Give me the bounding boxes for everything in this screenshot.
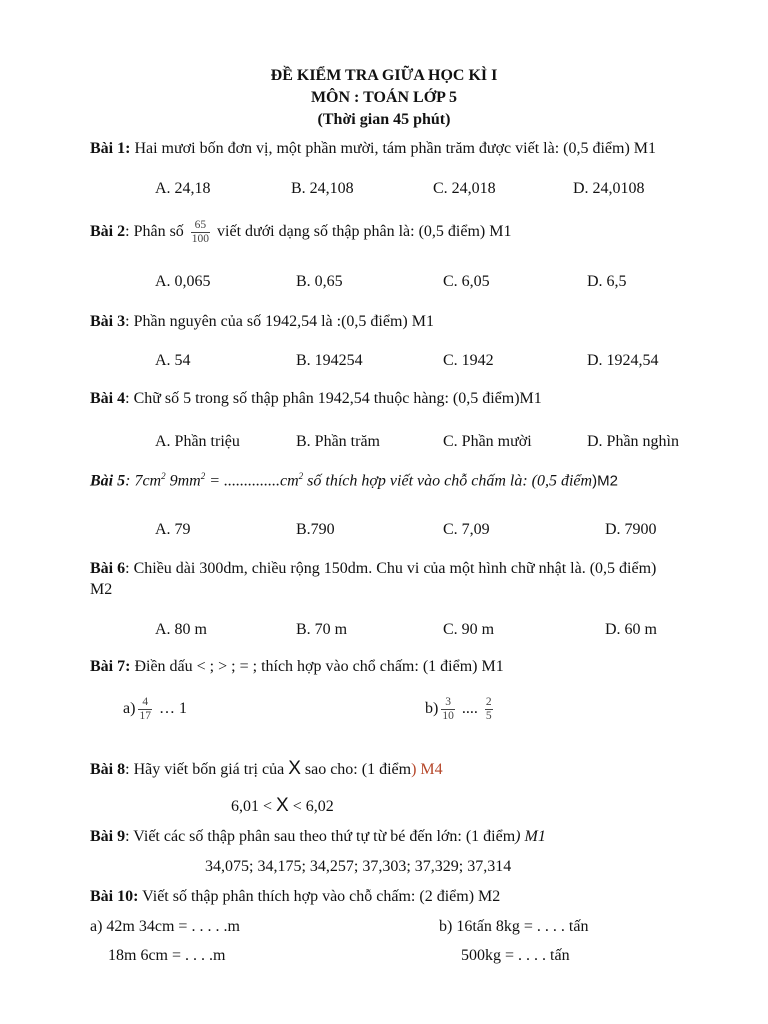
- fraction: [441, 696, 455, 723]
- q10-part-b-line1: b) 16tấn 8kg = . . . . tấn: [439, 918, 589, 935]
- q6-option-a: A. 80 m: [155, 621, 207, 638]
- comparison-text: ....: [457, 700, 482, 718]
- q1-option-c: C. 24,018: [433, 180, 496, 197]
- fraction-numerator: 2: [485, 696, 492, 708]
- fraction-denominator: 5: [485, 710, 492, 722]
- question-text: : Hãy viết bốn giá trị của: [125, 761, 289, 778]
- question-label: Bài 6: [90, 560, 126, 577]
- fraction-numerator: 4: [142, 696, 149, 708]
- q9-numbers: 34,075; 34,175; 34,257; 37,303; 37,329; 37,314: [205, 858, 512, 875]
- question-10: [90, 888, 500, 906]
- question-label: Bài 7:: [90, 658, 131, 675]
- exponent: 2: [200, 471, 206, 481]
- question-text: số thích hợp viết vào chỗ chấm là: (0,5 điểm: [303, 472, 593, 490]
- question-text: viết dưới dạng số thập phân là: (0,5 điểm) M1: [213, 223, 512, 241]
- difficulty-level: ) M4: [411, 761, 443, 778]
- question-label: Bài 2: [90, 223, 126, 241]
- q4-option-b: B. Phần trăm: [296, 433, 380, 450]
- question-text: : Chiều dài 300dm, chiều rộng 150dm. Chu vi của một hình chữ nhật là. (0,5 điểm): [125, 560, 657, 577]
- part-label: a): [123, 700, 136, 718]
- fraction-denominator: 100: [191, 233, 210, 245]
- q6-option-b: B. 70 m: [296, 621, 348, 638]
- question-text: 9mm: [165, 472, 201, 490]
- fraction: [191, 219, 210, 246]
- question-label: Bài 5: [90, 472, 126, 490]
- q2-option-c: C. 6,05: [443, 273, 490, 290]
- q2-option-b: B. 0,65: [296, 273, 343, 290]
- question-text: : Phân số: [125, 223, 188, 241]
- difficulty-level: ) M1: [515, 828, 546, 845]
- question-label: Bài 4: [90, 390, 126, 407]
- exam-title: ĐỀ KIỂM TRA GIỮA HỌC KÌ I: [270, 67, 498, 84]
- q4-option-d: D. Phần nghìn: [587, 433, 679, 450]
- question-9: [90, 828, 546, 846]
- q5-option-d: D. 7900: [605, 521, 657, 538]
- q10-part-a-line1: a) 42m 34cm = . . . . .m: [90, 918, 240, 935]
- q3-option-d: D. 1924,54: [587, 352, 659, 369]
- expression-text: 6,01 <: [231, 798, 277, 815]
- variable-x: X: [276, 795, 289, 816]
- q3-option-c: C. 1942: [443, 352, 494, 369]
- question-7: [90, 658, 504, 676]
- exam-subject: MÔN : TOÁN LỚP 5: [310, 89, 458, 106]
- part-label: b): [425, 700, 439, 718]
- q7-part-a: [123, 696, 187, 723]
- exponent: 2: [161, 471, 166, 481]
- fraction-numerator: 3: [445, 696, 451, 708]
- question-text: Viết số thập phân thích hợp vào chỗ chấm: (2 điểm) M2: [138, 888, 501, 905]
- q7-part-b: [425, 696, 496, 723]
- question-text: : 7cm: [125, 472, 162, 490]
- difficulty-level: )M2: [592, 472, 618, 490]
- fraction: [138, 696, 152, 723]
- question-5: [90, 471, 618, 490]
- question-1: [90, 140, 656, 158]
- fraction-denominator: 17: [139, 710, 151, 722]
- q8-expression: [231, 795, 334, 817]
- question-text: sao cho: (1 điểm: [300, 761, 412, 778]
- fraction: [485, 696, 493, 723]
- question-8: [90, 758, 443, 780]
- question-text: : Viết các số thập phân sau theo thứ tự từ bé đến lớn: (1 điểm: [125, 828, 516, 845]
- q2-option-a: A. 0,065: [155, 273, 211, 290]
- question-label: Bài 10:: [90, 888, 139, 905]
- q1-option-a: A. 24,18: [155, 180, 211, 197]
- q2-option-d: D. 6,5: [587, 273, 627, 290]
- q3-option-a: A. 54: [155, 352, 191, 369]
- question-3: [90, 313, 434, 331]
- question-text: : Chữ số 5 trong số thập phân 1942,54 thuộc hàng: (0,5 điểm)M1: [125, 390, 542, 407]
- question-label: Bài 9: [90, 828, 126, 845]
- expression-text: < 6,02: [288, 798, 334, 815]
- q10-part-b-line2: 500kg = . . . . tấn: [461, 947, 570, 964]
- q5-option-a: A. 79: [155, 521, 191, 538]
- question-text: : Phần nguyên của số 1942,54 là :(0,5 điểm) M1: [125, 313, 434, 330]
- exponent: 2: [298, 471, 304, 481]
- q3-option-b: B. 194254: [296, 352, 363, 369]
- exam-duration: (Thời gian 45 phút): [317, 111, 451, 128]
- fraction-denominator: 10: [442, 710, 454, 722]
- q6-option-c: C. 90 m: [443, 621, 495, 638]
- q1-option-b: B. 24,108: [291, 180, 354, 197]
- q6-option-d: D. 60 m: [605, 621, 657, 638]
- q5-option-c: C. 7,09: [443, 521, 490, 538]
- question-label: Bài 3: [90, 313, 126, 330]
- question-text: Hai mươi bốn đơn vị, một phần mười, tám phần trăm được viết là: (0,5 điểm) M1: [130, 140, 657, 157]
- question-label: Bài 8: [90, 761, 126, 778]
- question-4: [90, 390, 542, 408]
- question-6-continued: M2: [90, 581, 113, 598]
- question-text: = ..............cm: [205, 472, 299, 490]
- comparison-text: … 1: [154, 700, 187, 718]
- question-2: [90, 219, 511, 246]
- question-label: Bài 1:: [90, 140, 131, 157]
- fraction-numerator: 65: [194, 219, 207, 231]
- variable-x: X: [288, 758, 301, 779]
- q1-option-d: D. 24,0108: [573, 180, 645, 197]
- q4-option-c: C. Phần mười: [443, 433, 532, 450]
- q5-option-b: B.790: [296, 521, 335, 538]
- question-text: Điền dấu < ; > ; = ; thích hợp vào chổ chấm: (1 điểm) M1: [130, 658, 504, 675]
- q10-part-a-line2: 18m 6cm = . . . .m: [108, 947, 226, 964]
- q4-option-a: A. Phần triệu: [155, 433, 240, 450]
- question-6: [90, 560, 656, 578]
